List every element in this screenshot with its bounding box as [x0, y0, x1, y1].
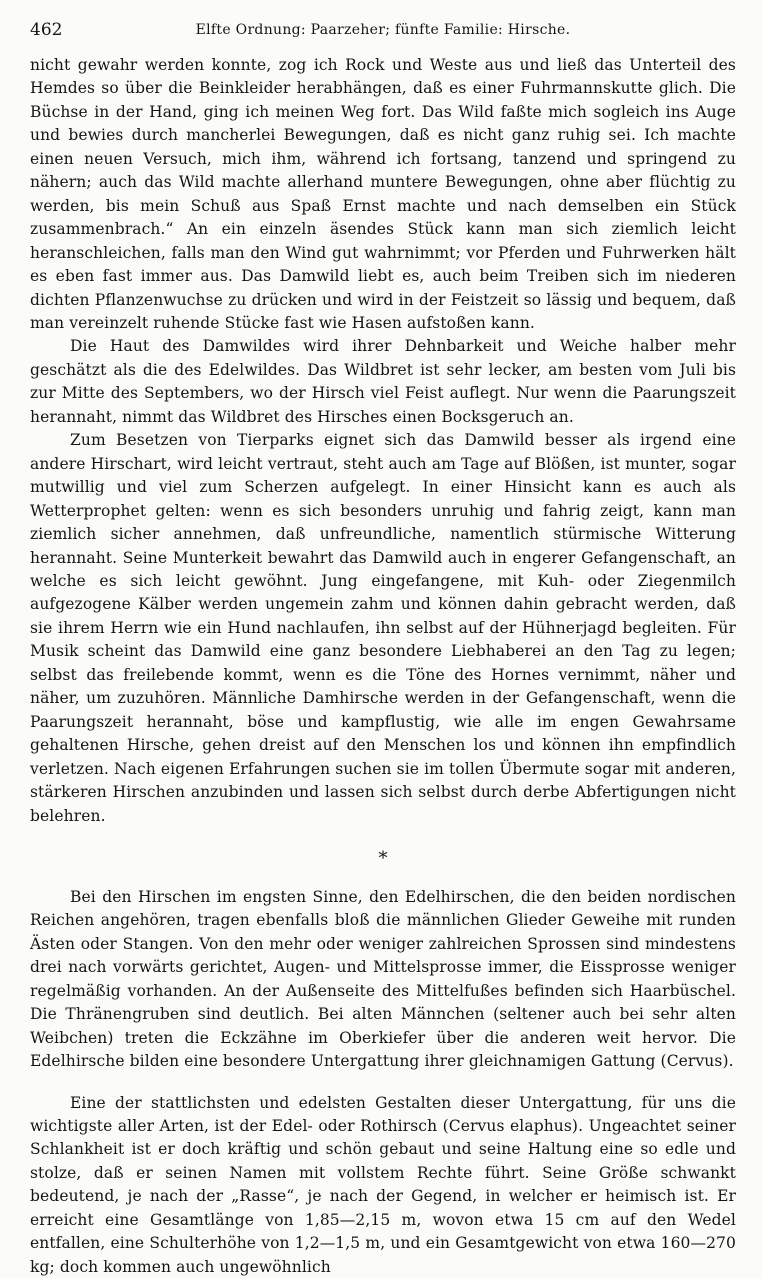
paragraph-edelhirsche: Bei den Hirschen im engsten Sinne, den Edelhirschen, die den beiden nordischen Reichen angehören, tragen ebenfalls bloß die männlichen Glieder Geweihe mit runden Ästen oder Stangen. Von den mehr oder weniger zahlreichen Sprossen sind mindestens drei nach vorwärts gerichtet, Augen- und Mittelsprosse immer, die Eissprosse weniger regelmäßig vorhanden. An der Außenseite des Mittelfußes befinden sich Haarbüschel. Die Thränengruben sind deutlich. Bei alten Männchen (seltener auch bei sehr alten Weibchen) treten die Eckzähne im Oberkiefer über die anderen weit hervor. Die Edelhirsche bilden eine besondere Untergattung ihrer gleichnamigen Gattung (Cervus).: [30, 887, 736, 1071]
paragraph-gap: [30, 1074, 736, 1092]
paragraph-hide-and-venison: Die Haut des Damwildes wird ihrer Dehnbarkeit und Weiche halber mehr geschätzt als die des Edelwildes. Das Wildbret ist sehr lecker, am besten vom Juli bis zur Mitte des Septembers, wo der Hirsch viel Feist auflegt. Nur wenn die Paarungszeit herannaht, nimmt das Wildbret des Hirsches einen Bocksgeruch an.: [30, 337, 736, 426]
paragraph-rothirsch: Eine der stattlichsten und edelsten Gestalten dieser Untergattung, für uns die wichtigste aller Arten, ist der Edel- oder Rothirsch (Cervus elaphus). Ungeachtet seiner Schlankheit ist er doch kräftig und schön gebaut und seine Haltung eine so edle und stolze, daß er seinen Namen mit vollstem Rechte führt. Seine Größe schwankt bedeutend, je nach der „Rasse“, je nach der Gegend, in welcher er heimisch ist. Er erreicht eine Gesamtlänge von 1,85—2,15 m, wovon etwa 15 cm auf den Wedel entfallen, eine Schulterhöhe von 1,2—1,5 m, und ein Gesamtgewicht von etwa 160—270 kg; doch kommen auch ungewöhnlich: [30, 1093, 736, 1276]
section-separator: *: [378, 847, 388, 869]
running-head: Elfte Ordnung: Paarzeher; fünfte Familie: Hirsche.: [195, 22, 571, 38]
paragraph-tierpark: Zum Besetzen von Tierparks eignet sich das Damwild besser als irgend eine andere Hirschart, wird leicht vertraut, steht auch am Tage auf Blößen, ist munter, sogar mutwillig und viel zum Scherzen aufgelegt. In einer Hinsicht kann es auch als Wetterprophet gelten: wenn es sich besonders unruhig und fahrig zeigt, kann man ziemlich sicher annehmen, daß unfreundliche, namentlich stürmische Witterung herannaht. Seine Munterkeit bewahrt das Damwild auch in engerer Gefangenschaft, an welche es sich leicht gewöhnt. Jung eingefangene, mit Kuh- oder Ziegenmilch aufgezogene Kälber werden ungemein zahm und können dahin gebracht werden, daß sie ihrem Herrn wie ein Hund nachlaufen, ihn selbst auf der Hühnerjagd begleiten. Für Musik scheint das Damwild eine ganz besondere Liebhaberei an den Tag zu legen; selbst das freilebende kommt, wenn es die Töne des Hornes vernimmt, näher und näher, um zuzuhören. Männliche Damhirsche werden in der Gefangenschaft, wenn die Paarungszeit herannaht, böse und kampflustig, wie alle im engen Gewahrsame gehaltenen Hirsche, gehen dreist auf den Menschen los und können ihn empfindlich verletzen. Nach eigenen Erfahrungen suchen sie im tollen Übermute sogar mit anderen, stärkeren Hirschen anzubinden und lassen sich selbst durch derbe Abfertigungen nicht belehren.: [30, 431, 736, 825]
page-header: [30, 20, 736, 42]
page-number: 462: [30, 20, 63, 40]
paragraph-continuation: nicht gewahr werden konnte, zog ich Rock und Weste aus und ließ das Unterteil des Hemdes so über die Beinkleider herabhängen, daß es einer Fuhrmannskutte glich. Die Büchse in der Hand, ging ich meinen Weg fort. Das Wild faßte mich sogleich ins Auge und bewies durch mancherlei Bewegungen, daß es nicht ganz ruhig sei. Ich machte einen neuen Versuch, mich ihm, während ich fortsang, tanzend und springend zu nähern; auch das Wild machte allerhand muntere Bewegungen, ohne aber flüchtig zu werden, bis mein Schuß aus Spaß Ernst machte und nach demselben ein Stück zusammenbrach.“ An ein einzeln äsendes Stück kann man sich ziemlich leicht heranschleichen, falls man den Wind gut wahrnimmt; vor Pferden und Fuhrwerken hält es eben fast immer aus. Das Damwild liebt es, auch beim Treiben sich im niederen dichten Pflanzenwuchse zu drücken und wird in der Feistzeit so lässig und bequem, daß man vereinzelt ruhende Stücke fast wie Hasen aufstoßen kann.: [30, 56, 736, 332]
body-text: [30, 54, 736, 1279]
